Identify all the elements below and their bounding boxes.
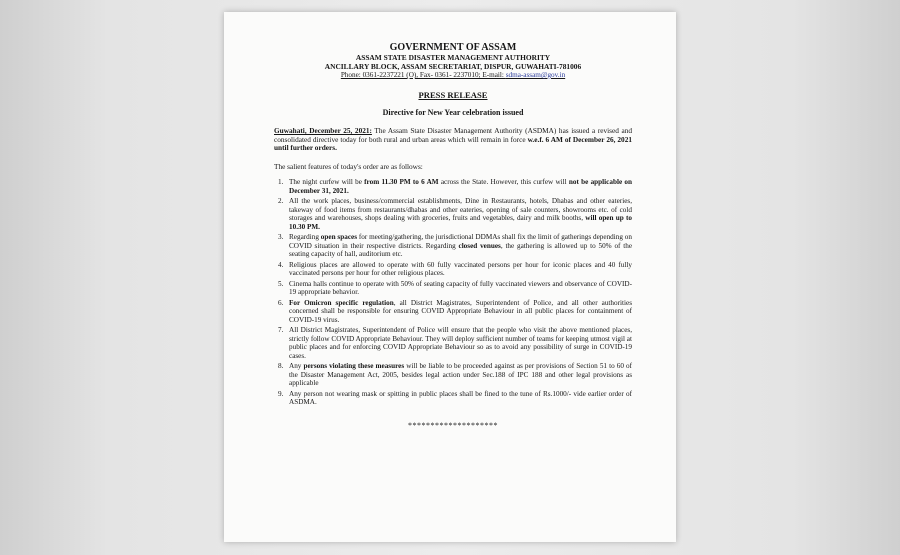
- item-text: will be liable to be proceeded against as per provisions of Section 51 to 60 of the Disaster Management Act, 2005, besides legal action under Sec.188 of IPC 188 and other legal provisions as applicable: [289, 362, 632, 388]
- item-text: across the State. However, this curfew will: [438, 178, 569, 187]
- authority-address: ANCILLARY BLOCK, ASSAM SECRETARIAT, DISPUR, GUWAHATI-781006: [324, 62, 582, 71]
- authority-name: ASSAM STATE DISASTER MANAGEMENT AUTHORITY: [355, 53, 551, 62]
- item-number: 5.: [278, 279, 284, 288]
- item-number: 7.: [278, 326, 284, 335]
- item-text: , the gathering is allowed up to 50% of the seating capacity of hall, auditorium etc.: [289, 241, 633, 259]
- item-text: The night curfew will be: [289, 178, 365, 187]
- dateline: Guwahati, December 25, 2021:: [274, 126, 372, 135]
- item-number: 4.: [278, 260, 284, 269]
- item-bold: from 11.30 PM to 6 AM: [364, 178, 439, 187]
- item-text: Any person not wearing mask or spitting in public places shall be fined to the tune of Rs.1000/- vide earlier order of ASDMA.: [289, 389, 632, 407]
- item-text: All District Magistrates, Superintendent of Police will ensure that the people who visit the above mentioned places, strictly follow COVID Appropriate Behaviour. They will deploy sufficient number of teams for keeping utmost vigil at public places and for enforcing COVID Appropriate Behaviour so as to avoid any possibility of surge in COVID-19 cases.: [289, 326, 632, 360]
- directive-title: Directive for New Year celebration issued: [382, 108, 524, 117]
- contact-line: [274, 71, 632, 80]
- intro-effective-date: w.e.f. 6 AM of December 26, 2021 until further orders.: [274, 134, 632, 153]
- contact-email: sdma-assam@gov.in: [505, 71, 566, 79]
- item-bold: not be applicable on December 31, 2021.: [289, 178, 632, 195]
- list-item: [274, 233, 632, 259]
- intro-text: The Assam State Disaster Management Authority (ASDMA) has issued a revised and consolidated directive today for both rural and urban areas which will remain in force: [274, 126, 632, 144]
- list-item: [274, 362, 632, 388]
- item-text: for meeting/gathering, the jurisdictional DDMAs shall fix the limit of gatherings depending on COVID situation in their respective districts. Regarding: [289, 233, 632, 250]
- list-item: [274, 261, 632, 278]
- item-bold: For Omicron specific regulation: [289, 298, 394, 307]
- intro-paragraph: [274, 127, 632, 153]
- salient-features-lead: The salient features of today's order are as follows:: [274, 161, 423, 171]
- list-item: [274, 390, 632, 407]
- list-item: [274, 299, 632, 325]
- item-text: Any: [289, 362, 304, 371]
- item-number: 1.: [278, 178, 284, 187]
- item-text: All the work places, business/commercial establishments, Dine in Restaurants, hotels, Dhabas and other eateries, takeway of food items from restaurants/dhabas and other eateries, opening of sale counters, showrooms etc. of cold storages and warehouses, shops dealing with groceries, fruits and vegetables, dairy and milk booths,: [289, 197, 632, 223]
- list-item: [274, 197, 632, 231]
- item-number: 8.: [278, 362, 284, 371]
- directive-list: [274, 178, 632, 407]
- item-number: 6.: [278, 298, 284, 307]
- end-of-document-stars: ********************: [408, 420, 498, 430]
- item-text: Religious places are allowed to operate with 60 fully vaccinated persons per hour for iconic places and 40 fully vaccinated persons per hour for other religious places.: [289, 260, 632, 278]
- list-item: [274, 280, 632, 297]
- item-text: Cinema halls continue to operate with 50% of seating capacity of fully vaccinated viewers and observance of COVID-19 appropriate behavior.: [289, 279, 632, 297]
- list-item: [274, 178, 632, 195]
- letterhead: [274, 42, 632, 80]
- item-bold: persons violating these measures: [303, 362, 405, 371]
- item-number: 3.: [278, 233, 284, 242]
- item-bold: will open up to 10.30 PM.: [289, 214, 632, 231]
- press-release-document: [224, 12, 676, 542]
- item-bold: open spaces: [320, 233, 357, 242]
- item-number: 9.: [278, 389, 284, 398]
- item-bold: closed venues: [458, 241, 501, 250]
- press-release-heading: PRESS RELEASE: [418, 90, 488, 100]
- item-text: Regarding: [289, 233, 321, 242]
- item-text: , all District Magistrates, Superintendent of Police, and all other authorities concerned shall be responsible for ensuring COVID Appropriate Behaviour in all public places for containment of COVID-19 virus.: [289, 298, 632, 324]
- item-number: 2.: [278, 197, 284, 206]
- contact-phone-fax: Phone: 0361-2237221 (O), Fax- 0361- 2237010; E-mail:: [340, 71, 506, 79]
- government-title: GOVERNMENT OF ASSAM: [389, 42, 517, 53]
- list-item: [274, 326, 632, 360]
